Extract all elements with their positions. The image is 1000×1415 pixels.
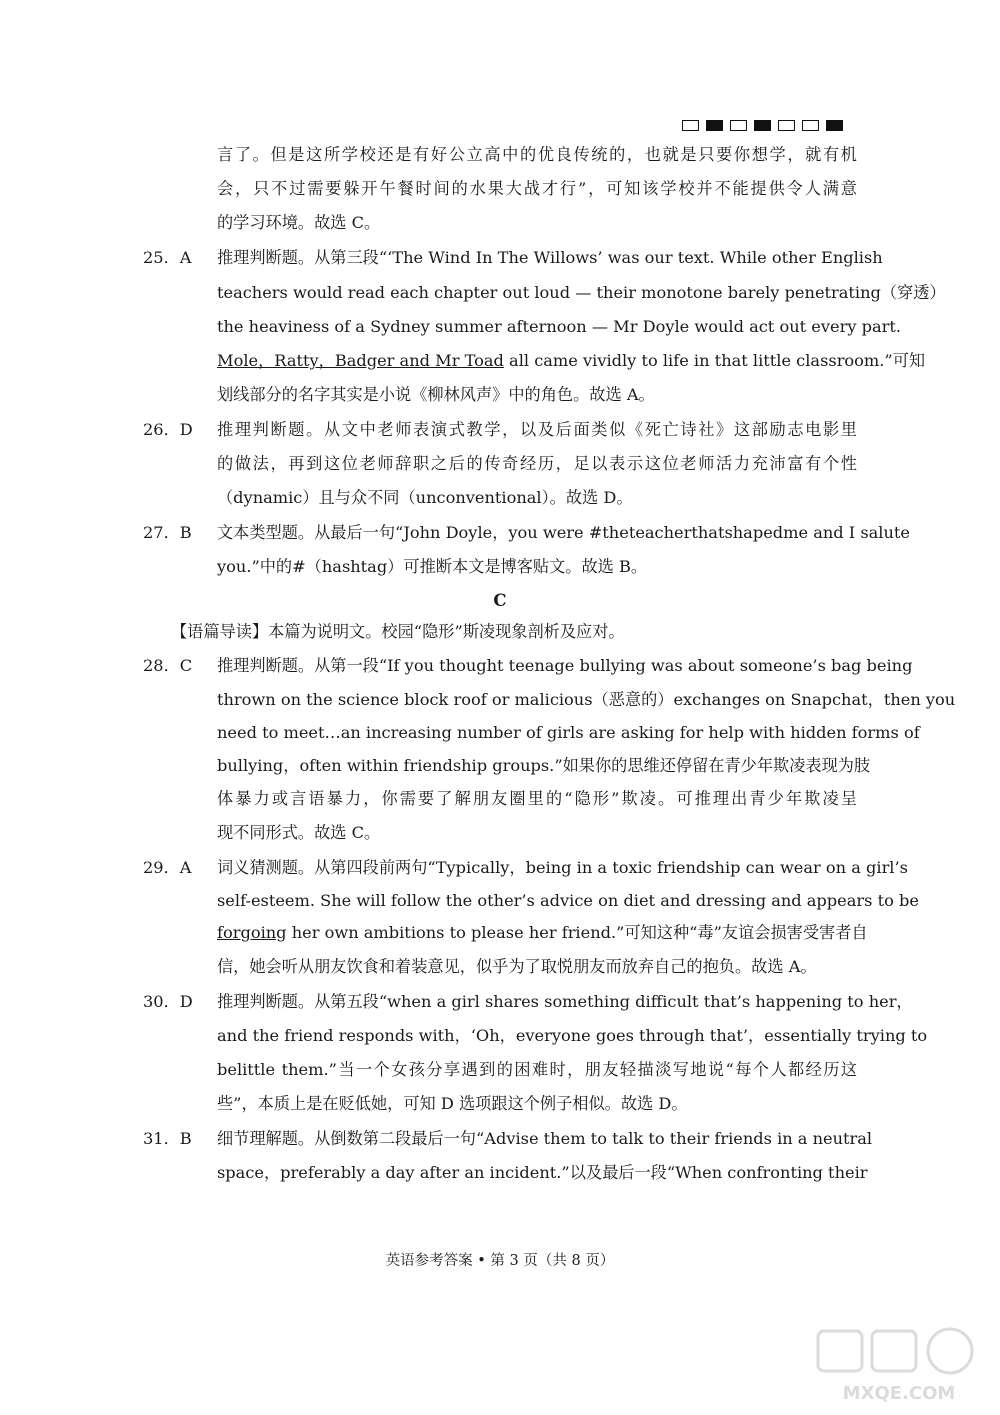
filled-square-mark (826, 120, 843, 131)
text-line: 信，她会听从朋友饮食和着装意见，似乎为了取悦朋友而放弃自己的抱负。故选 A。 (217, 957, 817, 976)
text-line: 体暴力或言语暴力，你需要了解朋友圈里的“隐形”欺凌。可推理出青少年欺凌呈 (217, 789, 857, 808)
filled-square-mark (706, 120, 723, 131)
page-footer: 英语参考答案 • 第 3 页（共 8 页） (385, 1253, 615, 1269)
text-line: forgoing her own ambitions to please her friend.”可知这种“毒”友谊会损害受害者自 (217, 923, 868, 942)
question-number: 27．B (143, 523, 192, 542)
question-number: 29．A (143, 858, 192, 877)
text-line: 推理判断题。从第五段“when a girl shares something difficult that’s happening to her， (217, 992, 913, 1011)
text-line: belittle them.”当一个女孩分享遇到的困难时，朋友轻描淡写地说“每个人都经历这 (217, 1060, 857, 1079)
text-line: teachers would read each chapter out loud — their monotone barely penetrating（穿透） (217, 283, 946, 302)
text-line: the heaviness of a Sydney summer afternoon — Mr Doyle would act out every part. (217, 317, 902, 336)
question-number: 28．C (143, 656, 193, 675)
text-line: thrown on the science block roof or malicious（恶意的）exchanges on Snapchat，then you (217, 690, 956, 709)
empty-square-mark (802, 120, 819, 131)
text-line: 的学习环境。故选 C。 (217, 213, 381, 232)
text-line: 推理判断题。从第一段“If you thought teenage bullying was about someone’s bag being (217, 656, 913, 675)
text-line: 现不同形式。故选 C。 (217, 823, 381, 842)
text-line: need to meet…an increasing number of girls are asking for help with hidden forms of (217, 723, 920, 742)
question-number: 30．D (143, 992, 193, 1011)
text-line: 词义猜测题。从第四段前两句“Typically，being in a toxic friendship can wear on a girl’s (217, 858, 908, 877)
text-line: 言了。但是这所学校还是有好公立高中的优良传统的，也就是只要你想学，就有机 (217, 145, 857, 164)
underlined-names: Mole，Ratty，Badger and Mr Toad (217, 351, 504, 370)
text-line: space，preferably a day after an incident.”以及最后一段“When confronting their (217, 1163, 868, 1182)
empty-square-mark (682, 120, 699, 131)
text-line: 些”，本质上是在贬低她，可知 D 选项跟这个例子相似。故选 D。 (217, 1094, 688, 1113)
header-marks (682, 120, 843, 131)
svg-text:MXQE.COM: MXQE.COM (842, 1383, 956, 1404)
text-line: 文本类型题。从最后一句“John Doyle，you were #theteacherthatshapedme and I salute (217, 523, 910, 542)
text-line: and the friend responds with，‘Oh，everyone goes through that’，essentially trying to (217, 1026, 928, 1045)
watermark-logo (814, 1327, 984, 1407)
question-number: 31．B (143, 1129, 192, 1148)
text-line: 划线部分的名字其实是小说《柳林风声》中的角色。故选 A。 (217, 385, 655, 404)
question-number: 26．D (143, 420, 193, 439)
text-line: bullying，often within friendship groups.”如果你的思维还停留在青少年欺凌表现为肢 (217, 756, 871, 775)
empty-square-mark (730, 120, 747, 131)
text-line: 推理判断题。从文中老师表演式教学，以及后面类似《死亡诗社》这部励志电影里 (217, 420, 857, 439)
passage-guide: 【语篇导读】本篇为说明文。校园“隐形”斯凌现象剖析及应对。 (171, 622, 625, 641)
question-number: 25．A (143, 248, 192, 267)
underlined-word: forgoing (217, 923, 287, 942)
section-heading: C (493, 591, 507, 610)
text-line: （dynamic）且与众不同（unconventional）。故选 D。 (217, 488, 633, 507)
empty-square-mark (778, 120, 795, 131)
filled-square-mark (754, 120, 771, 131)
text-line: 推理判断题。从第三段“‘The Wind In The Willows’ was our text. While other English (217, 248, 883, 267)
text-line: self-esteem. She will follow the other’s advice on diet and dressing and appears to be (217, 891, 919, 910)
text-line: 会，只不过需要躲开午餐时间的水果大战才行”，可知该学校并不能提供令人满意 (217, 179, 857, 198)
text-line: 的做法，再到这位老师辞职之后的传奇经历，足以表示这位老师活力充沛富有个性 (217, 454, 857, 473)
text-line: Mole，Ratty，Badger and Mr Toad all came vividly to life in that little classroom.”可知 (217, 351, 926, 370)
text-line: 细节理解题。从倒数第二段最后一句“Advise them to talk to their friends in a neutral (217, 1129, 873, 1148)
text-line: you.”中的#（hashtag）可推断本文是博客贴文。故选 B。 (217, 557, 648, 576)
